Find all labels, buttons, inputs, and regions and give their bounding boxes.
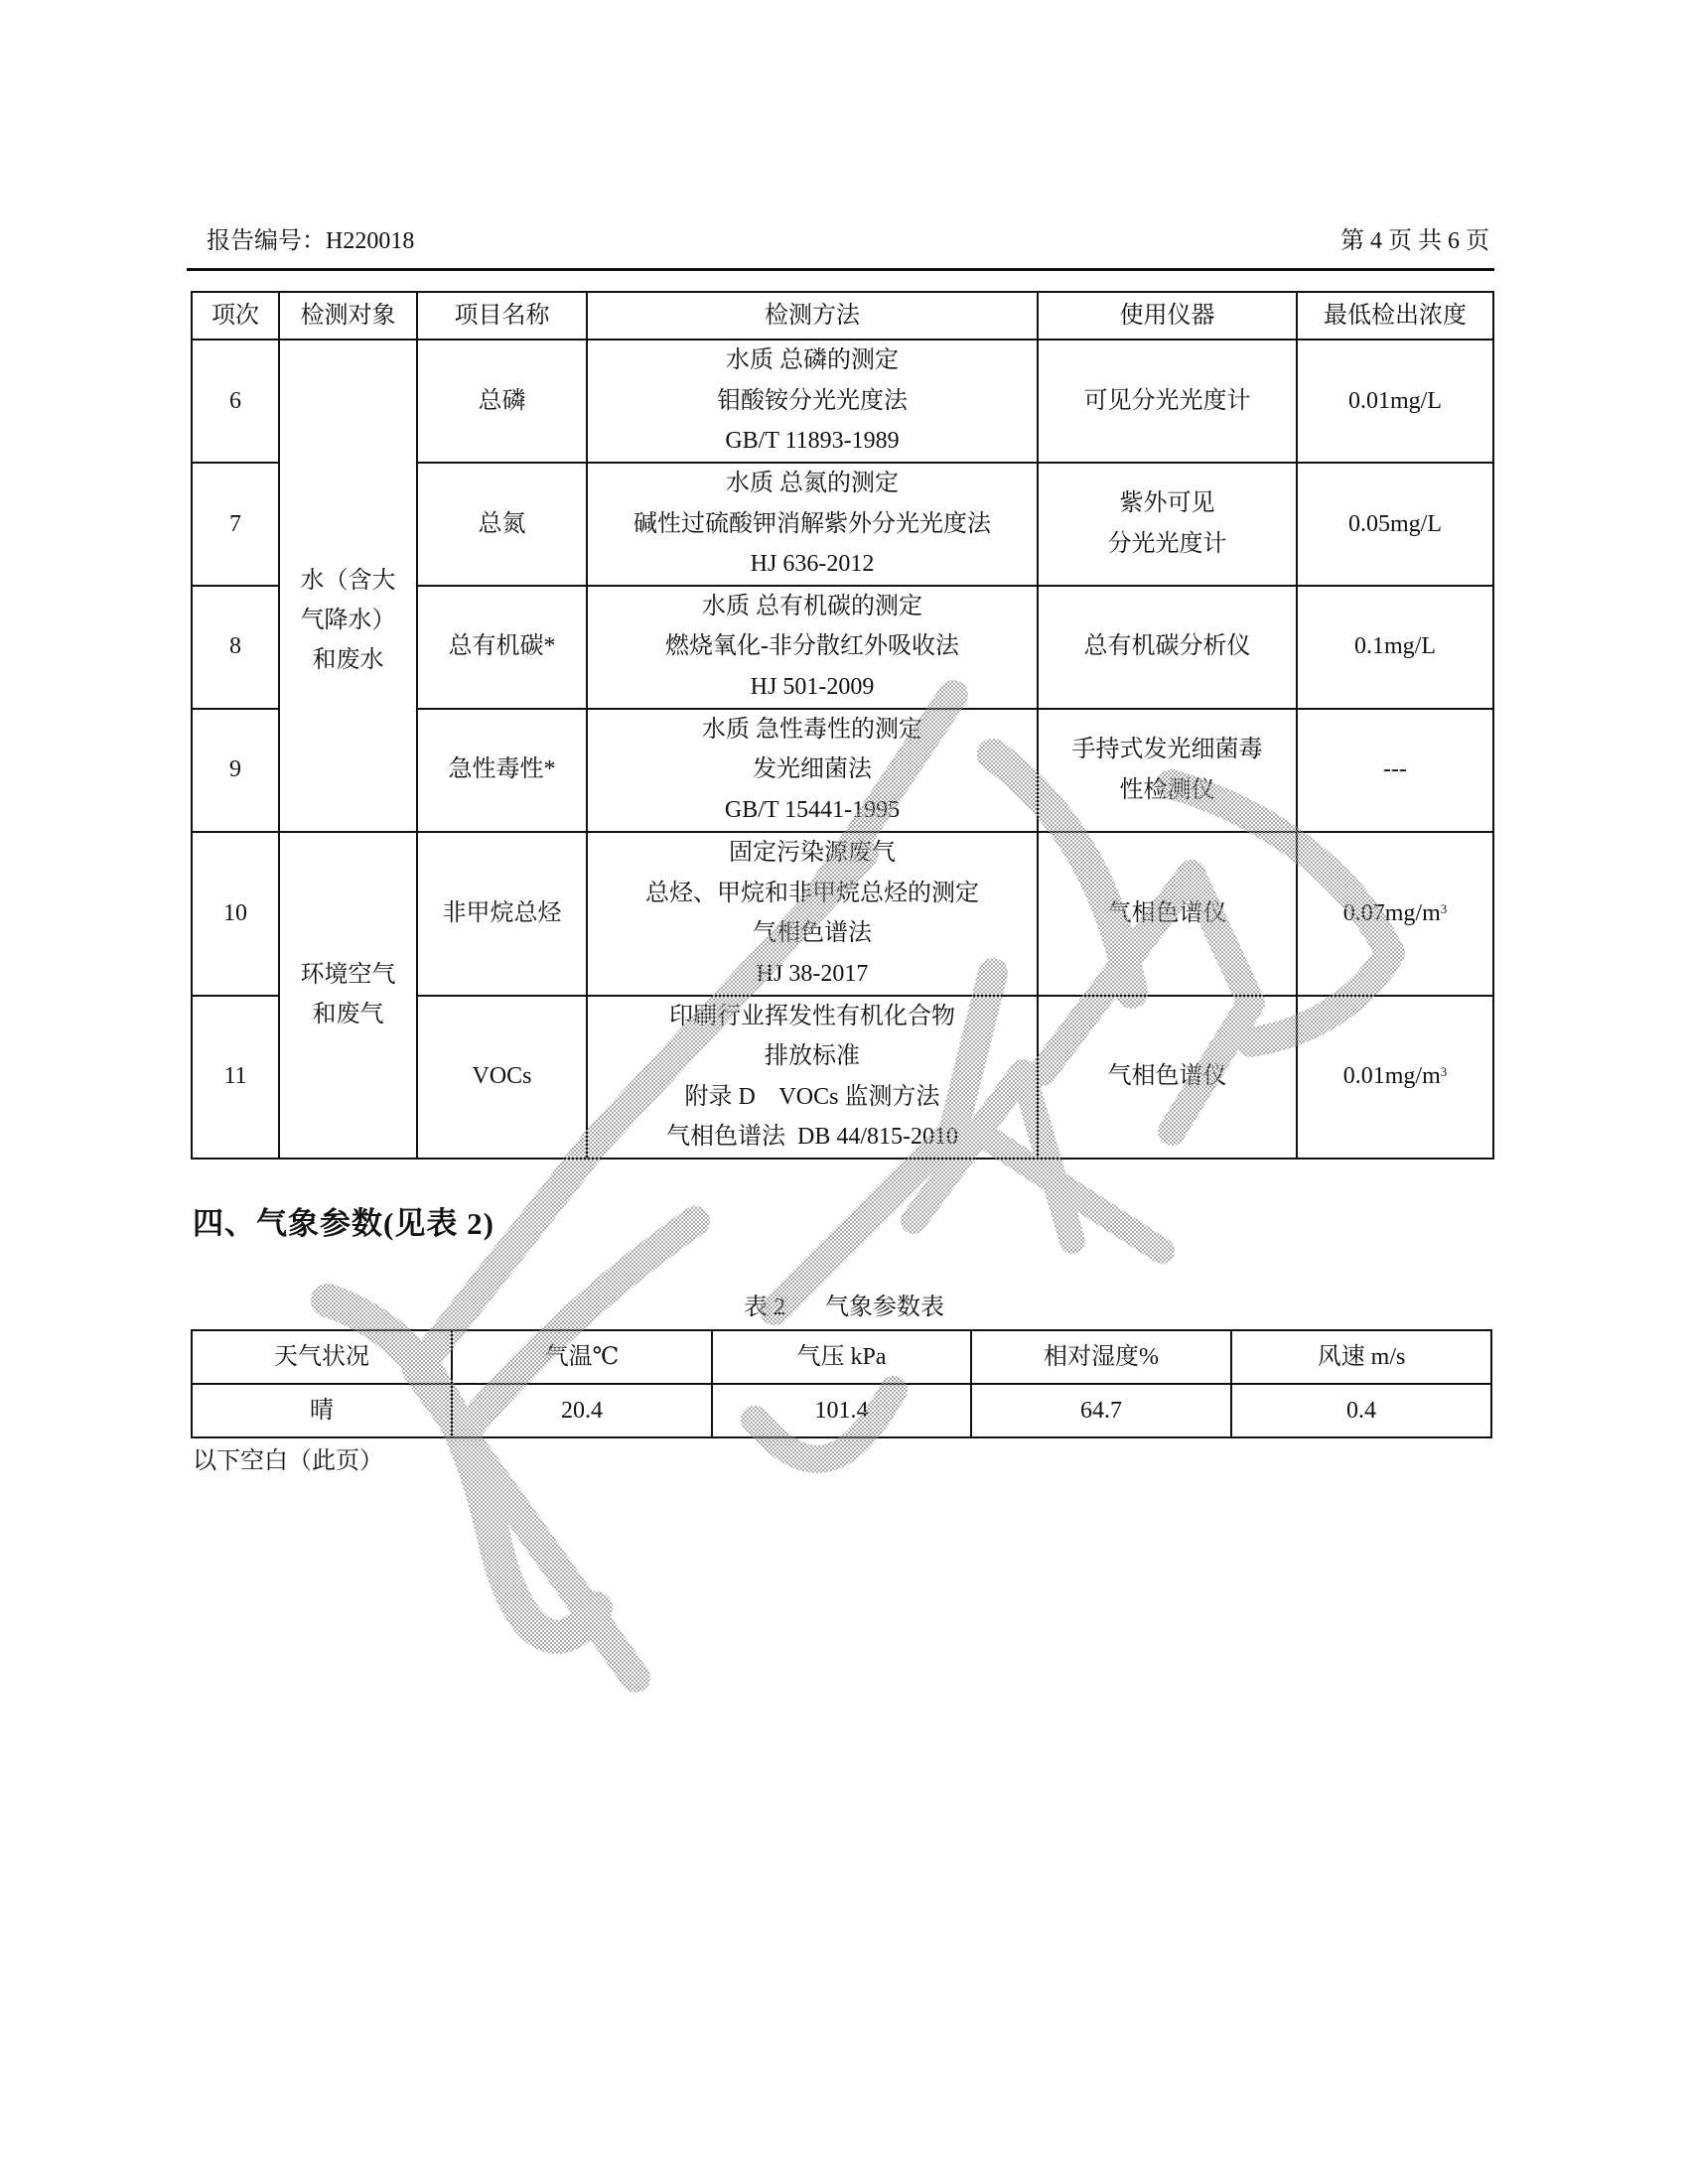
table-row — [192, 340, 1493, 463]
col-header-temperature: 气温℃ — [452, 1330, 712, 1384]
caption-title: 气象参数表 — [825, 1295, 944, 1320]
method-line: GB/T 11893-1989 — [725, 428, 900, 455]
row-no: 7 — [192, 463, 279, 586]
report-number: 报告编号：H220018 — [207, 228, 415, 254]
method-line: 水质 总磷的测定 — [726, 347, 899, 374]
limit-value: 0.05mg/L — [1348, 510, 1442, 537]
method-line: 气相色谱法 — [753, 920, 872, 946]
method-line: HJ 501-2009 — [750, 673, 875, 700]
object-line: 水（含大 — [300, 567, 396, 594]
item-name: 急性毒性* — [417, 709, 587, 832]
item-name: VOCs — [417, 996, 587, 1159]
method-line: 钼酸铵分光光度法 — [717, 387, 908, 414]
temperature-value: 20.4 — [452, 1384, 712, 1437]
method-cell — [587, 996, 1038, 1159]
method-line: 发光细菌法 — [753, 756, 872, 783]
instrument-cell — [1038, 463, 1297, 586]
method-line: HJ 38-2017 — [756, 960, 869, 987]
limit-value: --- — [1383, 756, 1407, 783]
col-header-pressure: 气压 kPa — [712, 1330, 971, 1384]
method-line: 附录 D VOCs 监测方法 — [684, 1083, 940, 1110]
method-line: 水质 总氮的测定 — [726, 471, 899, 496]
limit-cell — [1297, 709, 1493, 832]
method-cell — [587, 709, 1038, 832]
instrument-line: 气相色谱仪 — [1107, 1063, 1227, 1090]
col-header-object: 检测对象 — [279, 292, 417, 340]
row-no: 9 — [192, 709, 279, 832]
object-line: 和废水 — [312, 646, 384, 673]
method-line: 水质 总有机碳的测定 — [702, 593, 922, 619]
instrument-line: 手持式发光细菌毒 — [1071, 737, 1263, 762]
method-line: 排放标准 — [765, 1043, 860, 1069]
table-header-row — [192, 1330, 1491, 1384]
limit-value: 0.1mg/L — [1354, 633, 1436, 660]
object-cell-air — [279, 832, 417, 1159]
method-line: 碱性过硫酸钾消解紫外分光光度法 — [633, 510, 991, 537]
method-line: HJ 636-2012 — [750, 551, 875, 577]
section-heading: 四、气象参数(见表 2) — [193, 1206, 494, 1241]
col-header-method: 检测方法 — [587, 292, 1038, 340]
weather-value: 晴 — [192, 1384, 452, 1437]
row-no: 8 — [192, 586, 279, 709]
instrument-cell — [1038, 340, 1297, 463]
object-cell-water — [279, 340, 417, 832]
weather-parameters-table — [191, 1329, 1492, 1438]
method-cell — [587, 586, 1038, 709]
instrument-cell — [1038, 832, 1297, 996]
wind-speed-value: 0.4 — [1231, 1384, 1491, 1437]
object-line: 气降水） — [300, 607, 396, 633]
item-name: 总氮 — [417, 463, 587, 586]
col-header-no: 项次 — [192, 292, 279, 340]
limit-superscript: 3 — [1440, 900, 1448, 916]
limit-value: 0.01mg/m — [1342, 1063, 1441, 1090]
method-line: 气相色谱法 DB 44/815-2010 — [666, 1124, 958, 1150]
instrument-cell — [1038, 996, 1297, 1159]
table2-caption — [0, 1291, 1688, 1324]
method-line: GB/T 15441-1995 — [724, 796, 901, 823]
page-info: 第 4 页 共 6 页 — [1340, 228, 1489, 254]
limit-value: 0.07mg/m — [1342, 899, 1441, 926]
col-header-limit: 最低检出浓度 — [1297, 292, 1493, 340]
col-header-humidity: 相对湿度% — [971, 1330, 1231, 1384]
limit-superscript: 3 — [1440, 1064, 1448, 1080]
method-line: 燃烧氧化-非分散红外吸收法 — [665, 633, 959, 660]
object-line: 环境空气 — [300, 962, 396, 988]
table-row — [192, 832, 1493, 996]
col-header-instrument: 使用仪器 — [1038, 292, 1297, 340]
method-cell — [587, 832, 1038, 996]
limit-cell — [1297, 586, 1493, 709]
col-header-item: 项目名称 — [417, 292, 587, 340]
limit-cell — [1297, 340, 1493, 463]
method-cell — [587, 463, 1038, 586]
col-header-weather: 天气状况 — [192, 1330, 452, 1384]
instrument-line: 紫外可见 — [1119, 490, 1215, 517]
row-no: 10 — [192, 832, 279, 996]
instrument-line: 气相色谱仪 — [1107, 899, 1227, 926]
limit-cell — [1297, 832, 1493, 996]
col-header-wind-speed: 风速 m/s — [1231, 1330, 1491, 1384]
method-cell — [587, 340, 1038, 463]
detection-methods-table — [191, 291, 1494, 1160]
instrument-line: 性检测仪 — [1119, 776, 1215, 803]
pressure-value: 101.4 — [712, 1384, 971, 1437]
row-no: 6 — [192, 340, 279, 463]
method-line: 固定污染源废气 — [729, 840, 896, 866]
blank-page-note: 以下空白（此页） — [193, 1448, 383, 1474]
item-name: 非甲烷总烃 — [417, 832, 587, 996]
limit-cell — [1297, 996, 1493, 1159]
header-rule — [187, 268, 1494, 271]
instrument-line: 可见分光光度计 — [1083, 387, 1251, 414]
method-line: 总烃、甲烷和非甲烷总烃的测定 — [645, 880, 979, 906]
instrument-line: 分光光度计 — [1107, 530, 1227, 557]
instrument-line: 总有机碳分析仪 — [1083, 633, 1251, 660]
instrument-cell — [1038, 709, 1297, 832]
limit-value: 0.01mg/L — [1348, 387, 1442, 414]
table-header-row — [192, 292, 1493, 340]
humidity-value: 64.7 — [971, 1384, 1231, 1437]
instrument-cell — [1038, 586, 1297, 709]
item-name: 总磷 — [417, 340, 587, 463]
method-line: 水质 急性毒性的测定 — [702, 716, 922, 743]
table-row — [192, 1384, 1491, 1437]
row-no: 11 — [192, 996, 279, 1159]
object-line: 和废气 — [312, 1002, 384, 1027]
method-line: 印刷行业挥发性有机化合物 — [669, 1003, 955, 1029]
limit-cell — [1297, 463, 1493, 586]
item-name: 总有机碳* — [417, 586, 587, 709]
caption-number: 表 2 — [744, 1295, 785, 1320]
